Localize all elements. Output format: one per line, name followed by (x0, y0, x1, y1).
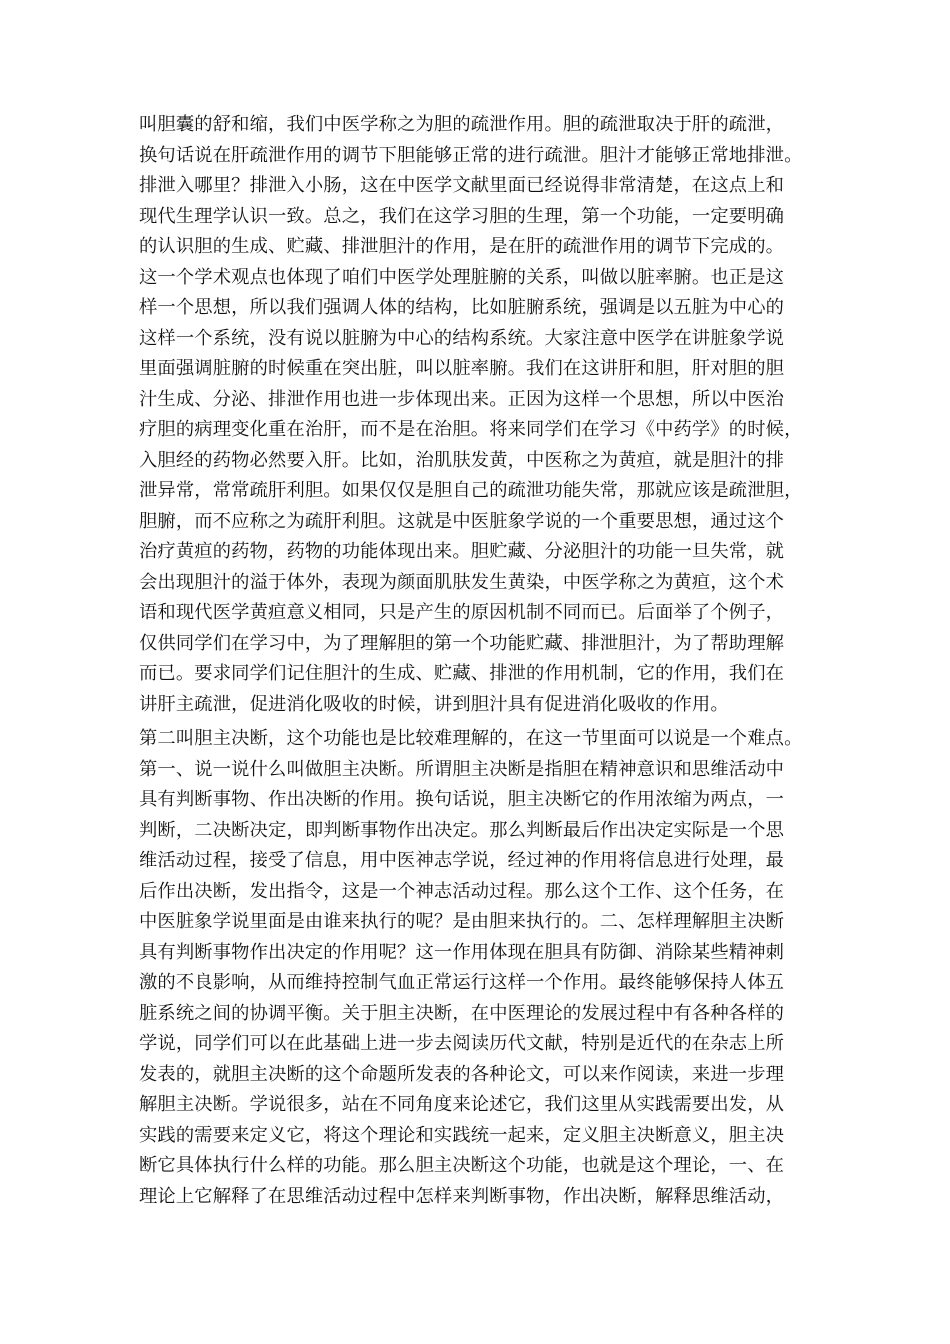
text-line: 现代生理学认识一致。总之，我们在这学习胆的生理，第一个功能，一定要明确 (139, 205, 785, 227)
text-line: 样一个思想，所以我们强调人体的结构，比如脏腑系统，强调是以五脏为中心的 (139, 297, 785, 318)
text-line: 入胆经的药物必然要入肝。比如，治肌肤发黄，中医称之为黄疸，就是胆汁的排 (139, 449, 785, 471)
paragraph-1 (139, 110, 839, 720)
text-line: 具有判断事物、作出决断的作用。换句话说，胆主决断它的作用浓缩为两点，一 (139, 789, 785, 810)
text-line: 治疗黄疸的药物，药物的功能体现出来。胆贮藏、分泌胆汁的功能一旦失常，就 (139, 541, 785, 562)
text-line: 激的不良影响，从而维持控制气血正常运行这样一个作用。最终能够保持人体五 (139, 972, 785, 993)
text-line: 换句话说在肝疏泄作用的调节下胆能够正常的进行疏泄。胆汁才能够正常地排泄。 (139, 144, 803, 166)
text-line: 排泄入哪里？排泄入小肠，这在中医学文献里面已经说得非常清楚，在这点上和 (139, 175, 785, 196)
text-line: 断它具体执行什么样的功能。那么胆主决断这个功能，也就是这个理论，一、在 (139, 1155, 785, 1176)
text-line: 仅供同学们在学习中，为了理解胆的第一个功能贮藏、排泄胆汁，为了帮助理解 (139, 632, 785, 654)
text-line: 实践的需要来定义它，将这个理论和实践统一起来，定义胆主决断意义，胆主决 (139, 1124, 785, 1146)
text-line: 会出现胆汁的溢于体外，表现为颜面肌肤发生黄染，中医学称之为黄疸，这个术 (139, 571, 785, 593)
text-line: 具有判断事物作出决定的作用呢？这一作用体现在胆具有防御、消除某些精神刺 (139, 941, 785, 963)
text-line: 这样一个系统，没有说以脏腑为中心的结构系统。大家注意中医学在讲脏象学说 (139, 327, 785, 349)
text-line: 第二叫胆主决断，这个功能也是比较难理解的，在这一节里面可以说是一个难点。 (139, 728, 803, 749)
text-line: 中医脏象学说里面是由谁来执行的呢？是由胆来执行的。二、怎样理解胆主决断 (139, 911, 785, 932)
text-line: 理论上它解释了在思维活动过程中怎样来判断事物，作出决断，解释思维活动， (139, 1185, 785, 1207)
text-line: 这一个学术观点也体现了咱们中医学处理脏腑的关系，叫做以脏率腑。也正是这 (139, 266, 785, 288)
text-line: 汁生成、分泌、排泄作用也进一步体现出来。正因为这样一个思想，所以中医治 (139, 388, 785, 410)
text-line: 语和现代医学黄疸意义相同，只是产生的原因机制不同而已。后面举了个例子， (139, 602, 785, 623)
text-line: 解胆主决断。学说很多，站在不同角度来论述它，我们这里从实践需要出发，从 (139, 1094, 785, 1115)
text-line: 判断，二决断决定，即判断事物作出决定。那么判断最后作出决定实际是一个思 (139, 819, 785, 841)
text-line: 而已。要求同学们记住胆汁的生成、贮藏、排泄的作用机制，它的作用，我们在 (139, 663, 785, 684)
text-line: 后作出决断，发出指令，这是一个神志活动过程。那么这个工作、这个任务，在 (139, 880, 785, 902)
text-line: 疗胆的病理变化重在治肝，而不是在治胆。将来同学们在学习《中药学》的时候， (139, 419, 803, 440)
paragraph-2 (139, 724, 839, 1212)
text-line: 学说，同学们可以在此基础上进一步去阅读历代文献，特别是近代的在杂志上所 (139, 1033, 785, 1054)
text-line: 泄异常，常常疏肝利胆。如果仅仅是胆自己的疏泄功能失常，那就应该是疏泄胆， (139, 480, 803, 501)
text-line: 脏系统之间的协调平衡。关于胆主决断，在中医理论的发展过程中有各种各样的 (139, 1002, 785, 1024)
text-line: 的认识胆的生成、贮藏、排泄胆汁的作用，是在肝的疏泄作用的调节下完成的。 (139, 236, 785, 257)
text-line: 讲肝主疏泄，促进消化吸收的时候，讲到胆汁具有促进消化吸收的作用。 (139, 693, 729, 715)
text-line: 叫胆囊的舒和缩，我们中医学称之为胆的疏泄作用。胆的疏泄取决于肝的疏泄， (139, 114, 785, 135)
text-line: 胆腑，而不应称之为疏肝利胆。这就是中医脏象学说的一个重要思想，通过这个 (139, 510, 785, 532)
text-line: 里面强调脏腑的时候重在突出脏，叫以脏率腑。我们在这讲肝和胆，肝对胆的胆 (139, 358, 785, 379)
text-line: 第一、说一说什么叫做胆主决断。所谓胆主决断是指胆在精神意识和思维活动中 (139, 758, 785, 780)
text-line: 维活动过程，接受了信息，用中医神志学说，经过神的作用将信息进行处理，最 (139, 850, 785, 871)
text-line: 发表的，就胆主决断的这个命题所发表的各种论文，可以来作阅读，来进一步理 (139, 1063, 785, 1085)
